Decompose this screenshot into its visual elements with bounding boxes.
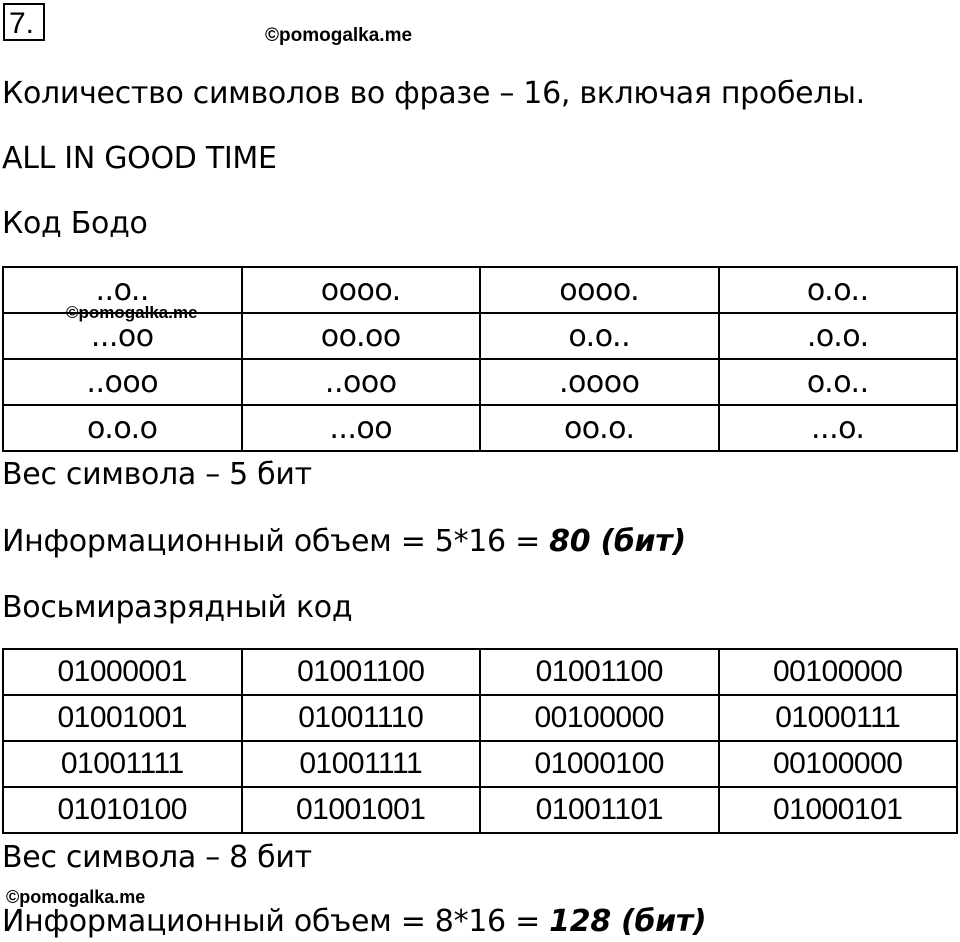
baudot-cell: oo.oo	[242, 313, 481, 359]
baudot-table	[2, 266, 958, 452]
baudot-row	[3, 405, 957, 451]
baudot-cell: o.o..	[719, 359, 958, 405]
baudot-cell: .oooo	[480, 359, 719, 405]
binary-cell: 00100000	[719, 741, 958, 787]
eight-bit-volume-prefix: Информационный объем = 8*16 =	[2, 904, 550, 939]
binary-cell: 00100000	[480, 695, 719, 741]
baudot-volume-prefix: Информационный объем = 5*16 =	[2, 524, 550, 559]
task-number: 7.	[3, 3, 45, 41]
binary-cell: 01001101	[480, 787, 719, 833]
binary-row	[3, 787, 957, 833]
binary-row	[3, 741, 957, 787]
binary-cell: 01001001	[242, 787, 481, 833]
baudot-weight: Вес символа – 5 бит	[2, 457, 312, 492]
binary-cell: 01000111	[719, 695, 958, 741]
baudot-cell: oooo.	[480, 267, 719, 313]
binary-cell: 01001111	[242, 741, 481, 787]
binary-cell: 01000100	[480, 741, 719, 787]
baudot-cell: ..o..	[3, 267, 242, 313]
baudot-row	[3, 359, 957, 405]
baudot-cell: o.o..	[719, 267, 958, 313]
binary-row	[3, 695, 957, 741]
eight-bit-weight: Вес символа – 8 бит	[2, 840, 312, 875]
baudot-cell: ..ooo	[242, 359, 481, 405]
eight-bit-volume-result: 128 (бит)	[549, 904, 707, 939]
binary-cell: 01010100	[3, 787, 242, 833]
baudot-cell: ...oo	[242, 405, 481, 451]
intro-text: Количество символов во фразе – 16, включая пробелы.	[2, 76, 865, 111]
binary-cell: 01001100	[242, 649, 481, 695]
baudot-cell: ..ooo	[3, 359, 242, 405]
watermark-table: ©pomogalka.me	[66, 303, 198, 322]
binary-cell: 01000001	[3, 649, 242, 695]
eight-bit-volume	[2, 904, 706, 939]
baudot-cell: o.o..	[480, 313, 719, 359]
baudot-volume	[2, 524, 686, 559]
baudot-cell: o.o.o	[3, 405, 242, 451]
watermark-top: ©pomogalka.me	[265, 25, 413, 46]
binary-cell: 00100000	[719, 649, 958, 695]
baudot-title: Код Бодо	[2, 206, 148, 241]
binary-table	[2, 648, 958, 834]
eight-bit-title: Восьмиразрядный код	[2, 590, 353, 625]
binary-cell: 01001111	[3, 741, 242, 787]
baudot-volume-result: 80 (бит)	[549, 524, 686, 559]
baudot-cell: .o.o.	[719, 313, 958, 359]
binary-cell: 01001100	[480, 649, 719, 695]
baudot-cell: ...oo	[3, 313, 242, 359]
binary-cell: 01001001	[3, 695, 242, 741]
baudot-cell: oooo.	[242, 267, 481, 313]
baudot-cell: ...o.	[719, 405, 958, 451]
watermark-bottom: ©pomogalka.me	[6, 887, 146, 907]
baudot-cell: oo.o.	[480, 405, 719, 451]
binary-cell: 01001110	[242, 695, 481, 741]
phrase-text: ALL IN GOOD TIME	[2, 141, 277, 176]
binary-row	[3, 649, 957, 695]
binary-cell: 01000101	[719, 787, 958, 833]
